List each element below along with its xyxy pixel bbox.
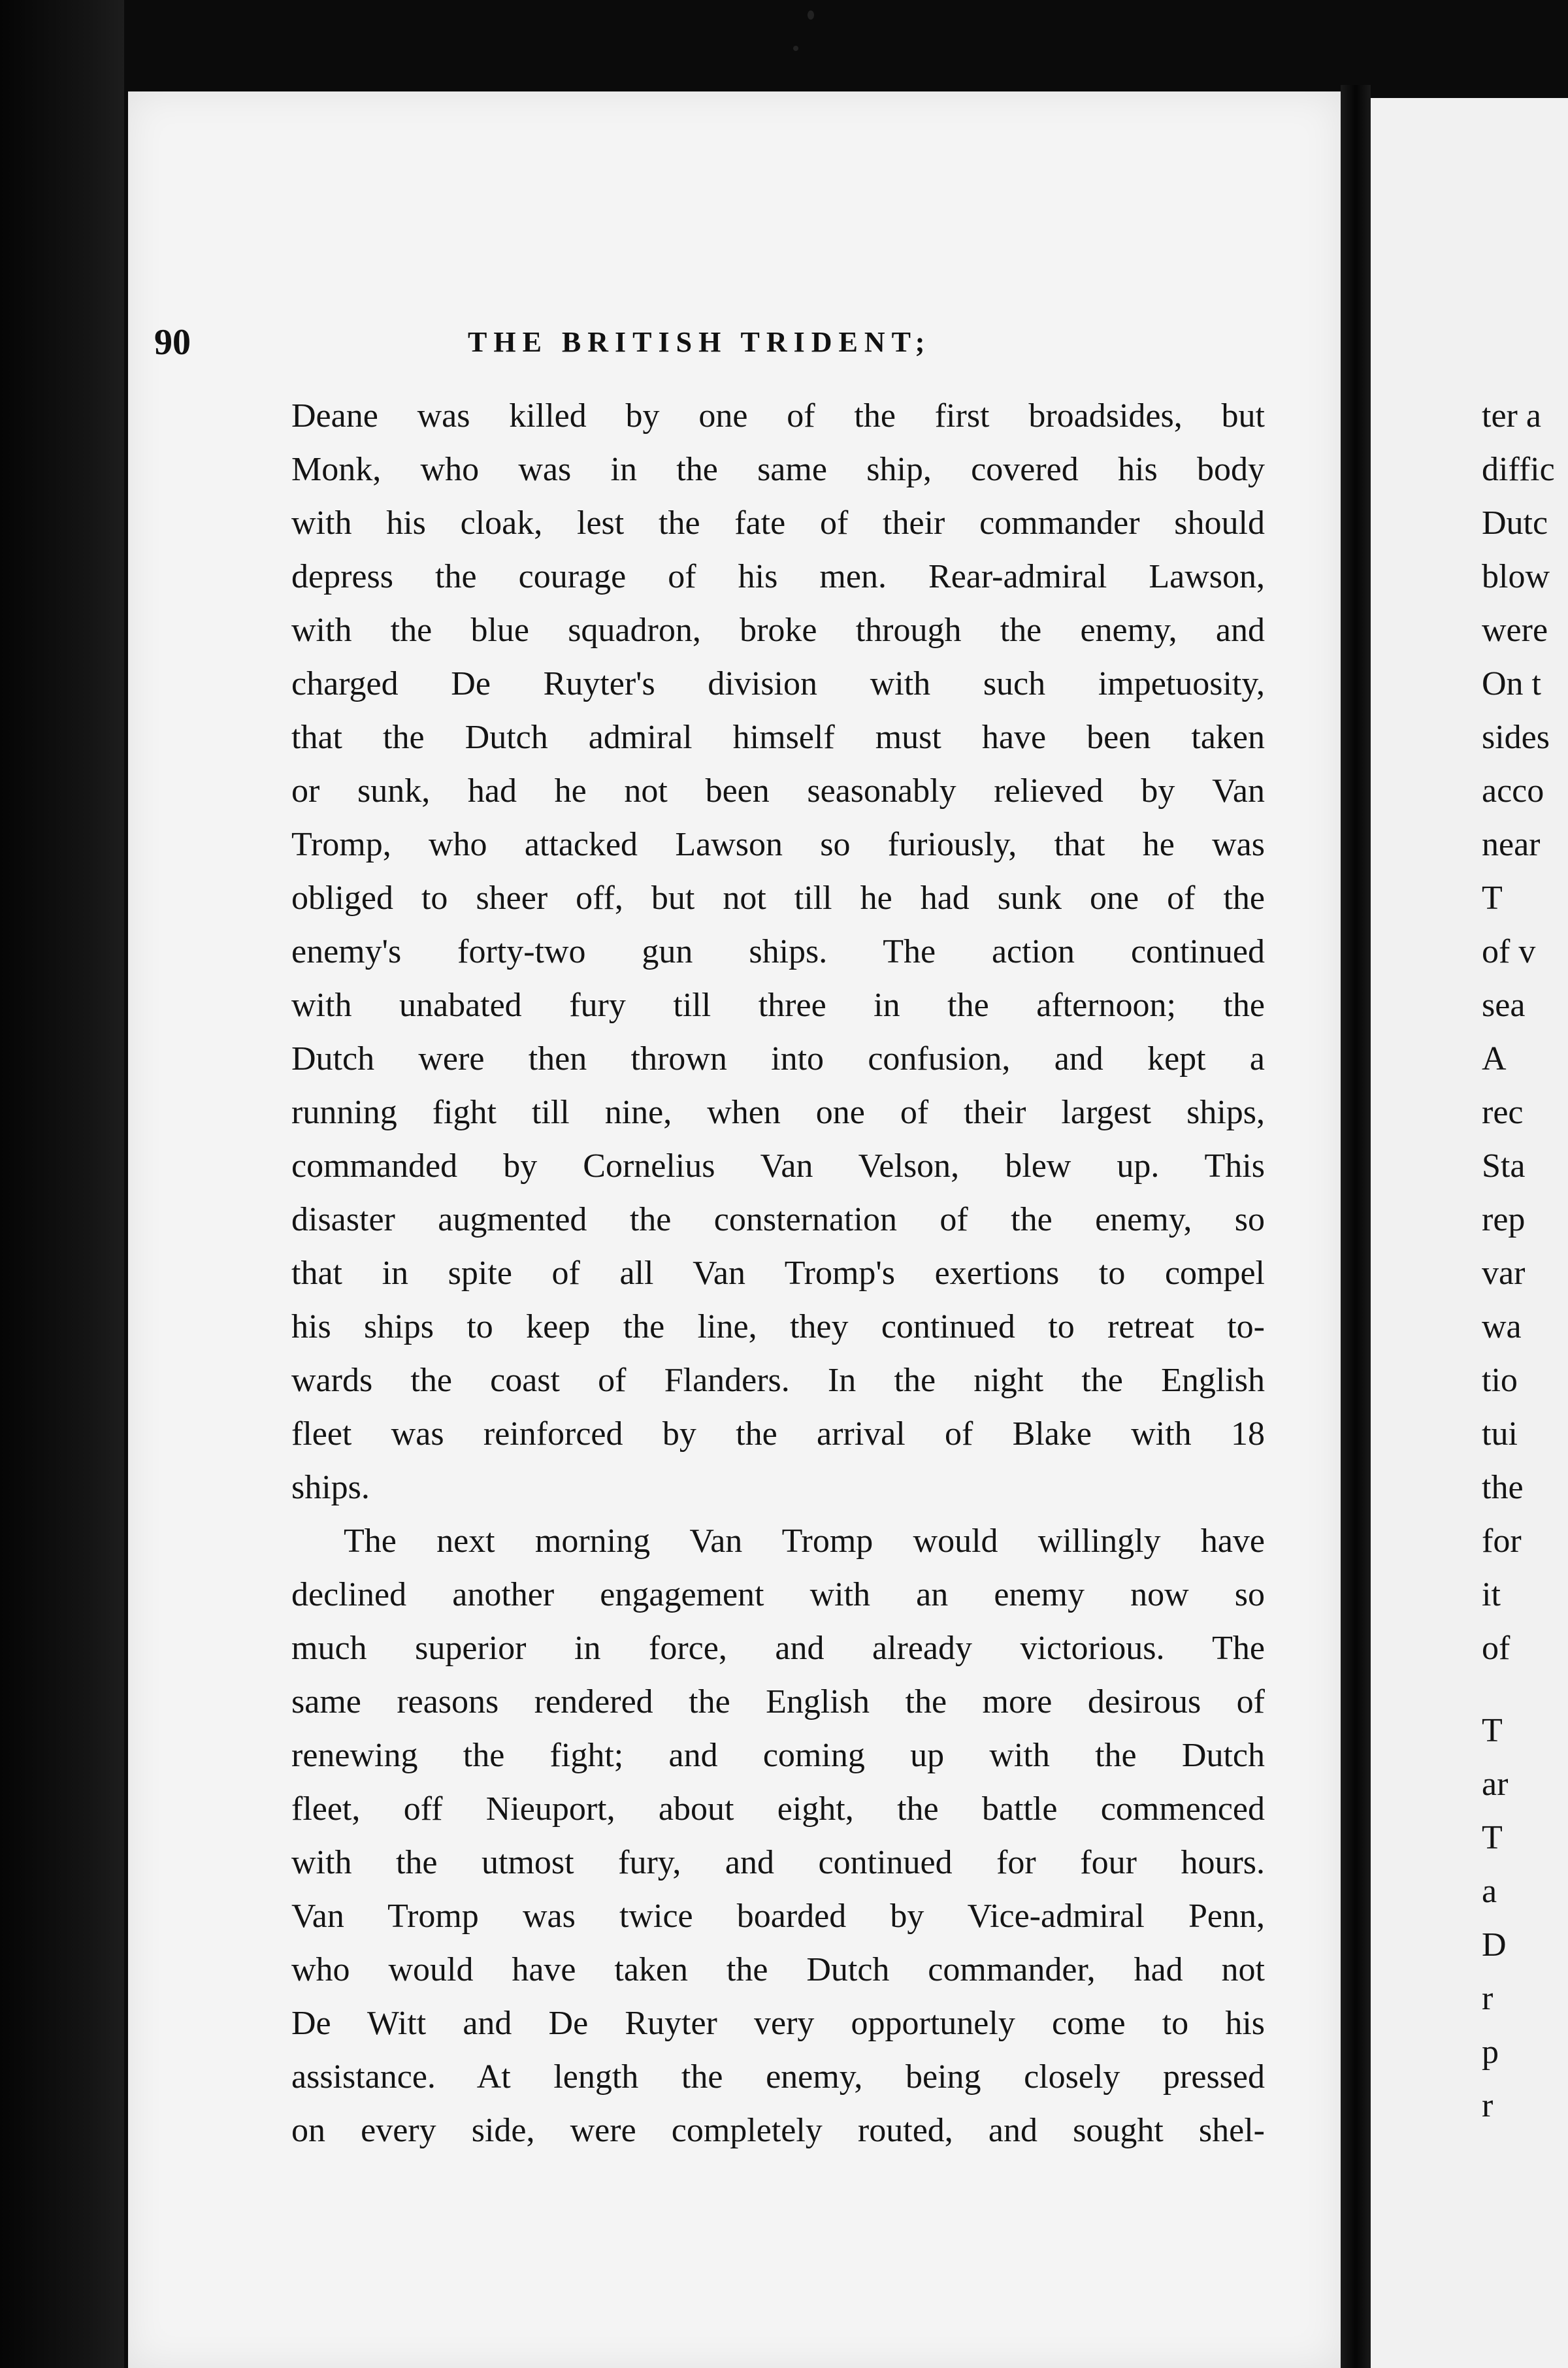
facing-line: On t [1482,665,1541,702]
text-line: enemy's forty-two gun ships. The action continued [291,933,1265,970]
text-line: much superior in force, and already victorious. The [291,1630,1265,1667]
scan-speck [793,46,798,51]
facing-line: r [1482,2087,1494,2124]
text-line: The next morning Van Tromp would willingly have [344,1522,1265,1560]
text-line: ships. [291,1469,370,1506]
facing-line: wa [1482,1308,1522,1345]
facing-line: rec [1482,1094,1524,1131]
scan-speck [808,10,814,20]
facing-line: T [1482,880,1503,917]
text-line: that the Dutch admiral himself must have been taken [291,719,1265,756]
book-spine-gutter [1341,85,1371,2368]
text-line: assistance. At length the enemy, being closely pressed [291,2058,1265,2096]
text-line: Tromp, who attacked Lawson so furiously, that he was [291,826,1265,863]
facing-line: rep [1482,1201,1526,1238]
facing-line: sea [1482,987,1526,1024]
text-line: Van Tromp was twice boarded by Vice-admiral Penn, [291,1898,1265,1935]
facing-line: it [1482,1576,1501,1613]
facing-line: of [1482,1630,1511,1667]
text-line: Deane was killed by one of the first broadsides, but [291,397,1265,435]
facing-line: diffic [1482,451,1555,488]
body-text [291,389,1265,2158]
facing-line: D [1482,1926,1507,1964]
text-line: Monk, who was in the same ship, covered his body [291,451,1265,488]
text-line: depress the courage of his men. Rear-admiral Lawson, [291,558,1265,595]
text-line: wards the coast of Flanders. In the night the English [291,1362,1265,1399]
text-line: his ships to keep the line, they continued to retreat to- [291,1308,1265,1345]
facing-line: tio [1482,1362,1518,1399]
facing-line: tui [1482,1415,1518,1453]
text-line: disaster augmented the consternation of the enemy, so [291,1201,1265,1238]
text-line: commanded by Cornelius Van Velson, blew up. This [291,1147,1265,1185]
facing-line: ter a [1482,397,1541,435]
text-line: renewing the fight; and coming up with the Dutch [291,1737,1265,1774]
text-line: with unabated fury till three in the afternoon; the [291,987,1265,1024]
text-line: that in spite of all Van Tromp's exertions to compel [291,1255,1265,1292]
facing-line: var [1482,1255,1526,1292]
text-line: with his cloak, lest the fate of their commander should [291,504,1265,542]
facing-line: blow [1482,558,1550,595]
facing-line: T [1482,1712,1503,1749]
facing-line: acco [1482,772,1544,810]
facing-line: near [1482,826,1541,863]
text-line: running fight till nine, when one of their largest ships, [291,1094,1265,1131]
facing-line: of v [1482,933,1536,970]
text-line: fleet, off Nieuport, about eight, the battle commenced [291,1790,1265,1828]
facing-line: r [1482,1980,1494,2017]
text-line: on every side, were completely routed, and sought shel- [291,2112,1265,2149]
facing-line: A [1482,1040,1507,1077]
text-line: with the utmost fury, and continued for four hours. [291,1844,1265,1881]
page-number: 90 [154,322,191,363]
text-line: charged De Ruyter's division with such impetuosity, [291,665,1265,702]
facing-line [1482,1675,1568,1704]
left-dark-margin [0,0,124,2368]
facing-line: Dutc [1482,504,1548,542]
facing-line: p [1482,2033,1499,2071]
text-line: declined another engagement with an enemy now so [291,1576,1265,1613]
text-line: Dutch were then thrown into confusion, and kept a [291,1040,1265,1077]
facing-page-text [1482,389,1568,2133]
page-header [154,316,1278,369]
text-line: obliged to sheer off, but not till he had sunk one of the [291,880,1265,917]
facing-line: the [1482,1469,1524,1506]
facing-line: sides [1482,719,1550,756]
text-line: with the blue squadron, broke through the enemy, and [291,612,1265,649]
text-line: same reasons rendered the English the more desirous of [291,1683,1265,1720]
facing-line: a [1482,1873,1497,1910]
text-line: who would have taken the Dutch commander, had not [291,1951,1265,1988]
facing-line: Sta [1482,1147,1526,1185]
facing-line: T [1482,1819,1503,1856]
text-line: De Witt and De Ruyter very opportunely come to his [291,2005,1265,2042]
running-head: THE BRITISH TRIDENT; [468,326,932,358]
facing-line: for [1482,1522,1522,1560]
facing-line: were [1482,612,1548,649]
text-line: or sunk, had he not been seasonably relieved by Van [291,772,1265,810]
facing-line: ar [1482,1766,1509,1803]
text-line: fleet was reinforced by the arrival of Blake with 18 [291,1415,1265,1453]
